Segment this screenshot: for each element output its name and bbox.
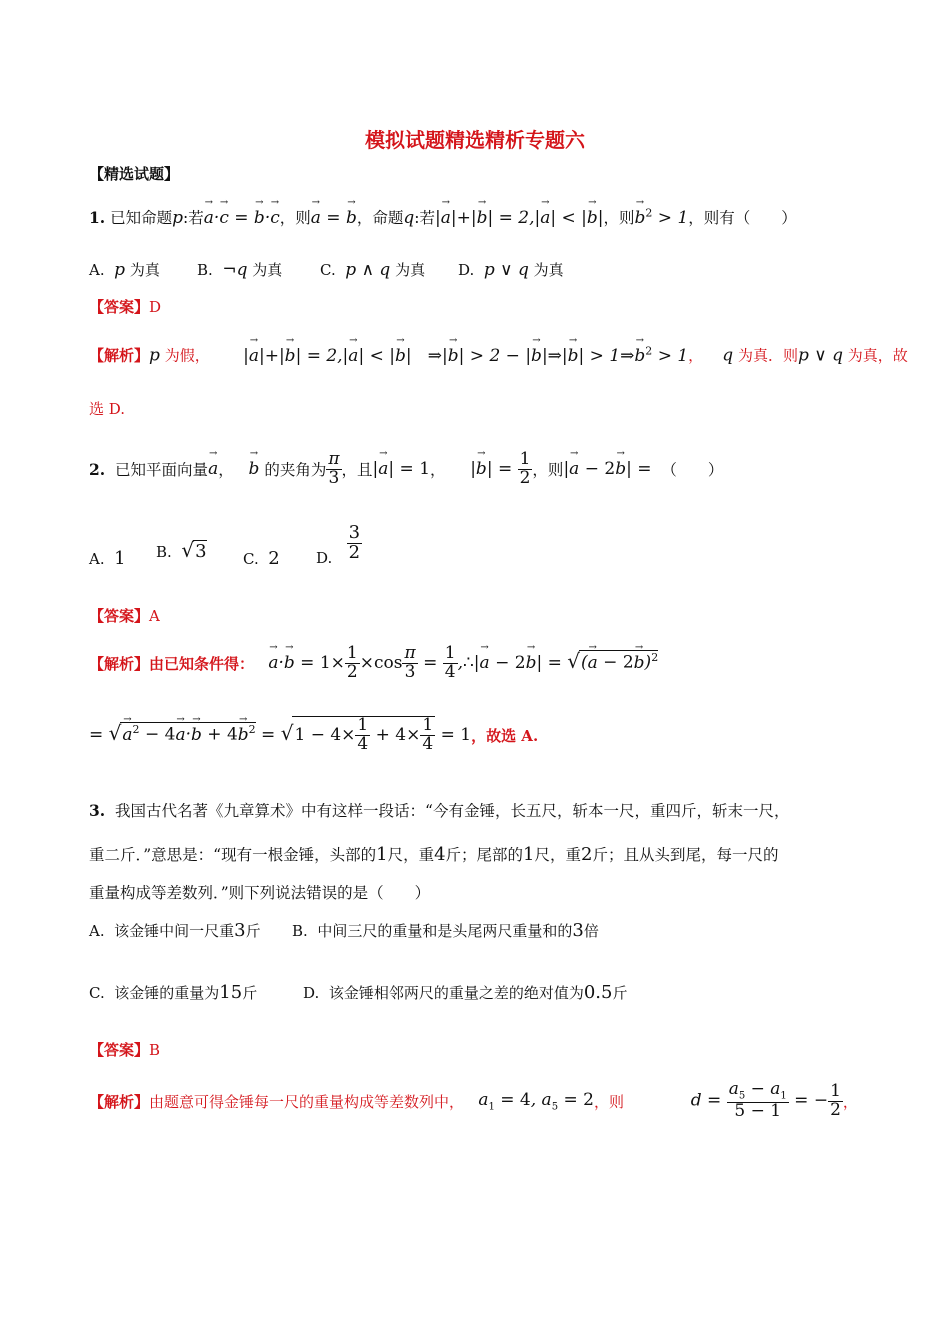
- analysis-row: 【解析】 由已知条件得： → a·→ b = 1× $\frac{1}{2}$ ×cos $\frac{\pi}{3}$ = $\frac{1}{4}$ ,∴|→ a − 2→ b| = √(→ a − 2→ b)$^2$: [89, 638, 658, 688]
- question-1: 1. 已知命题p:若→ a·→ c = → b·→ c，则→ a = → b，命题q:若|→ a|+|→ b| = 2,|→ a| < |→ b|，则→ $b^2 > 1$，则有（ ）: [89, 206, 797, 228]
- option-d: 为真: [533, 261, 564, 279]
- analysis-label: 【解析】: [89, 654, 150, 673]
- q1-options: A. p 为真: [89, 260, 160, 280]
- answer-label: 【答案】: [89, 1041, 150, 1059]
- option-a: A. 该金锤中间一尺重3斤: [89, 920, 261, 941]
- math-expression: → $b^2 > 1$: [635, 208, 689, 228]
- answer-label: 【答案】: [89, 607, 150, 625]
- question-number: 1.: [89, 208, 106, 227]
- option-b: √3: [181, 538, 207, 562]
- question-number: 3.: [89, 801, 106, 820]
- analysis-label: 【解析】: [89, 1092, 150, 1111]
- answer-row: [89, 296, 161, 317]
- option-d: D. 该金锤相邻两尺的重量之差的绝对值为0.5斤: [303, 982, 628, 1003]
- fraction-pi-3: $\frac{\pi}{3}$: [328, 448, 340, 488]
- option-a: 1: [114, 548, 126, 569]
- option-c: 为真: [395, 261, 426, 279]
- answer-value: B: [149, 1041, 161, 1059]
- math-p: p: [172, 208, 184, 228]
- option-c: C. 该金锤的重量为15斤: [89, 982, 258, 1003]
- answer-value: D: [149, 298, 162, 316]
- analysis-row: 【解析】p 为假， |→ a|+|→ b| = 2,|→ a| < |→ b| ⇒|→ b| > 2 − |→ b|⇒|→ b| > 1⇒→ $b^2 > 1$， q 为真．则p ∨ q 为真，故: [89, 344, 908, 366]
- math-expression: → a·→ c = → b·→ c: [204, 208, 280, 228]
- answer-row: [89, 1039, 160, 1060]
- math-q: q: [403, 208, 415, 228]
- math-expression: |→ a|+|→ b| = 2,|→ a| < |→ b| ⇒|→ b| > 2 − |→ b|⇒|→ b| > 1⇒→ $b^2 > 1$: [243, 346, 688, 366]
- option-b: 为真: [252, 261, 283, 279]
- question-3: 3. 我国古代名著《九章算术》中有这样一段话：“今有金锤，长五尺，斩本一尺，重四斤，斩末一尺，: [89, 801, 790, 820]
- math-expression: → a·→ b = 1× $\frac{1}{2}$ ×cos $\frac{\pi}{3}$ = $\frac{1}{4}$ ,∴|→ a − 2→ b| = √(→ a − 2→ b)$^2$: [268, 645, 658, 682]
- answer-label: 【答案】: [89, 298, 150, 316]
- math-expression: d = $\frac{a_5 - a_1}{5 - 1}$ = − $\frac{1}{2}$: [690, 1079, 841, 1122]
- math-expression: → a = → b: [311, 208, 357, 228]
- option-a: 为真: [129, 261, 160, 279]
- math-expression: = √→ $a^2 - 4\to a\cdot\to b + 4\to b^2 = √1 - 4\times$ $\frac{1}{4}$ + 4× $\frac{1}{4}$ = 1: [89, 716, 471, 754]
- question-2: 2. 已知平面向量 → a ， → b 的夹角为 $\frac{\pi}{3}$ ，且 |→ a| = 1 ， |→ b| = $\frac{1}{2}$ ，则 |→ a − 2→ b| = （ ）: [89, 444, 723, 494]
- math-expression: $a_1 = 4$, $a_5 = 2$: [478, 1089, 594, 1113]
- option-c: 2: [268, 548, 280, 569]
- analysis-label: 【解析】: [89, 346, 150, 365]
- analysis-row: 【解析】 由题意可得金锤每一尺的重量构成等差数列中， $a_1 = 4$, $a_5 = 2$ ，则 d = $\frac{a_5 - a_1}{5 - 1}$ = − $\frac{1}{2}$ ，: [89, 1079, 858, 1122]
- question-number: 2.: [89, 459, 106, 479]
- answer-value: A: [149, 607, 160, 625]
- page-title: 模拟试题精选精析专题六: [365, 128, 585, 152]
- option-b: B. 中间三尺的重量和是头尾两尺重量和的3倍: [292, 920, 599, 941]
- answer-row: [89, 605, 160, 626]
- section-heading: 【精选试题】: [89, 165, 180, 183]
- option-d: $\frac{3}{2}$: [348, 521, 361, 563]
- math-expression: |→ a|+|→ b| = 2,|→ a| < |→ b|: [435, 208, 603, 228]
